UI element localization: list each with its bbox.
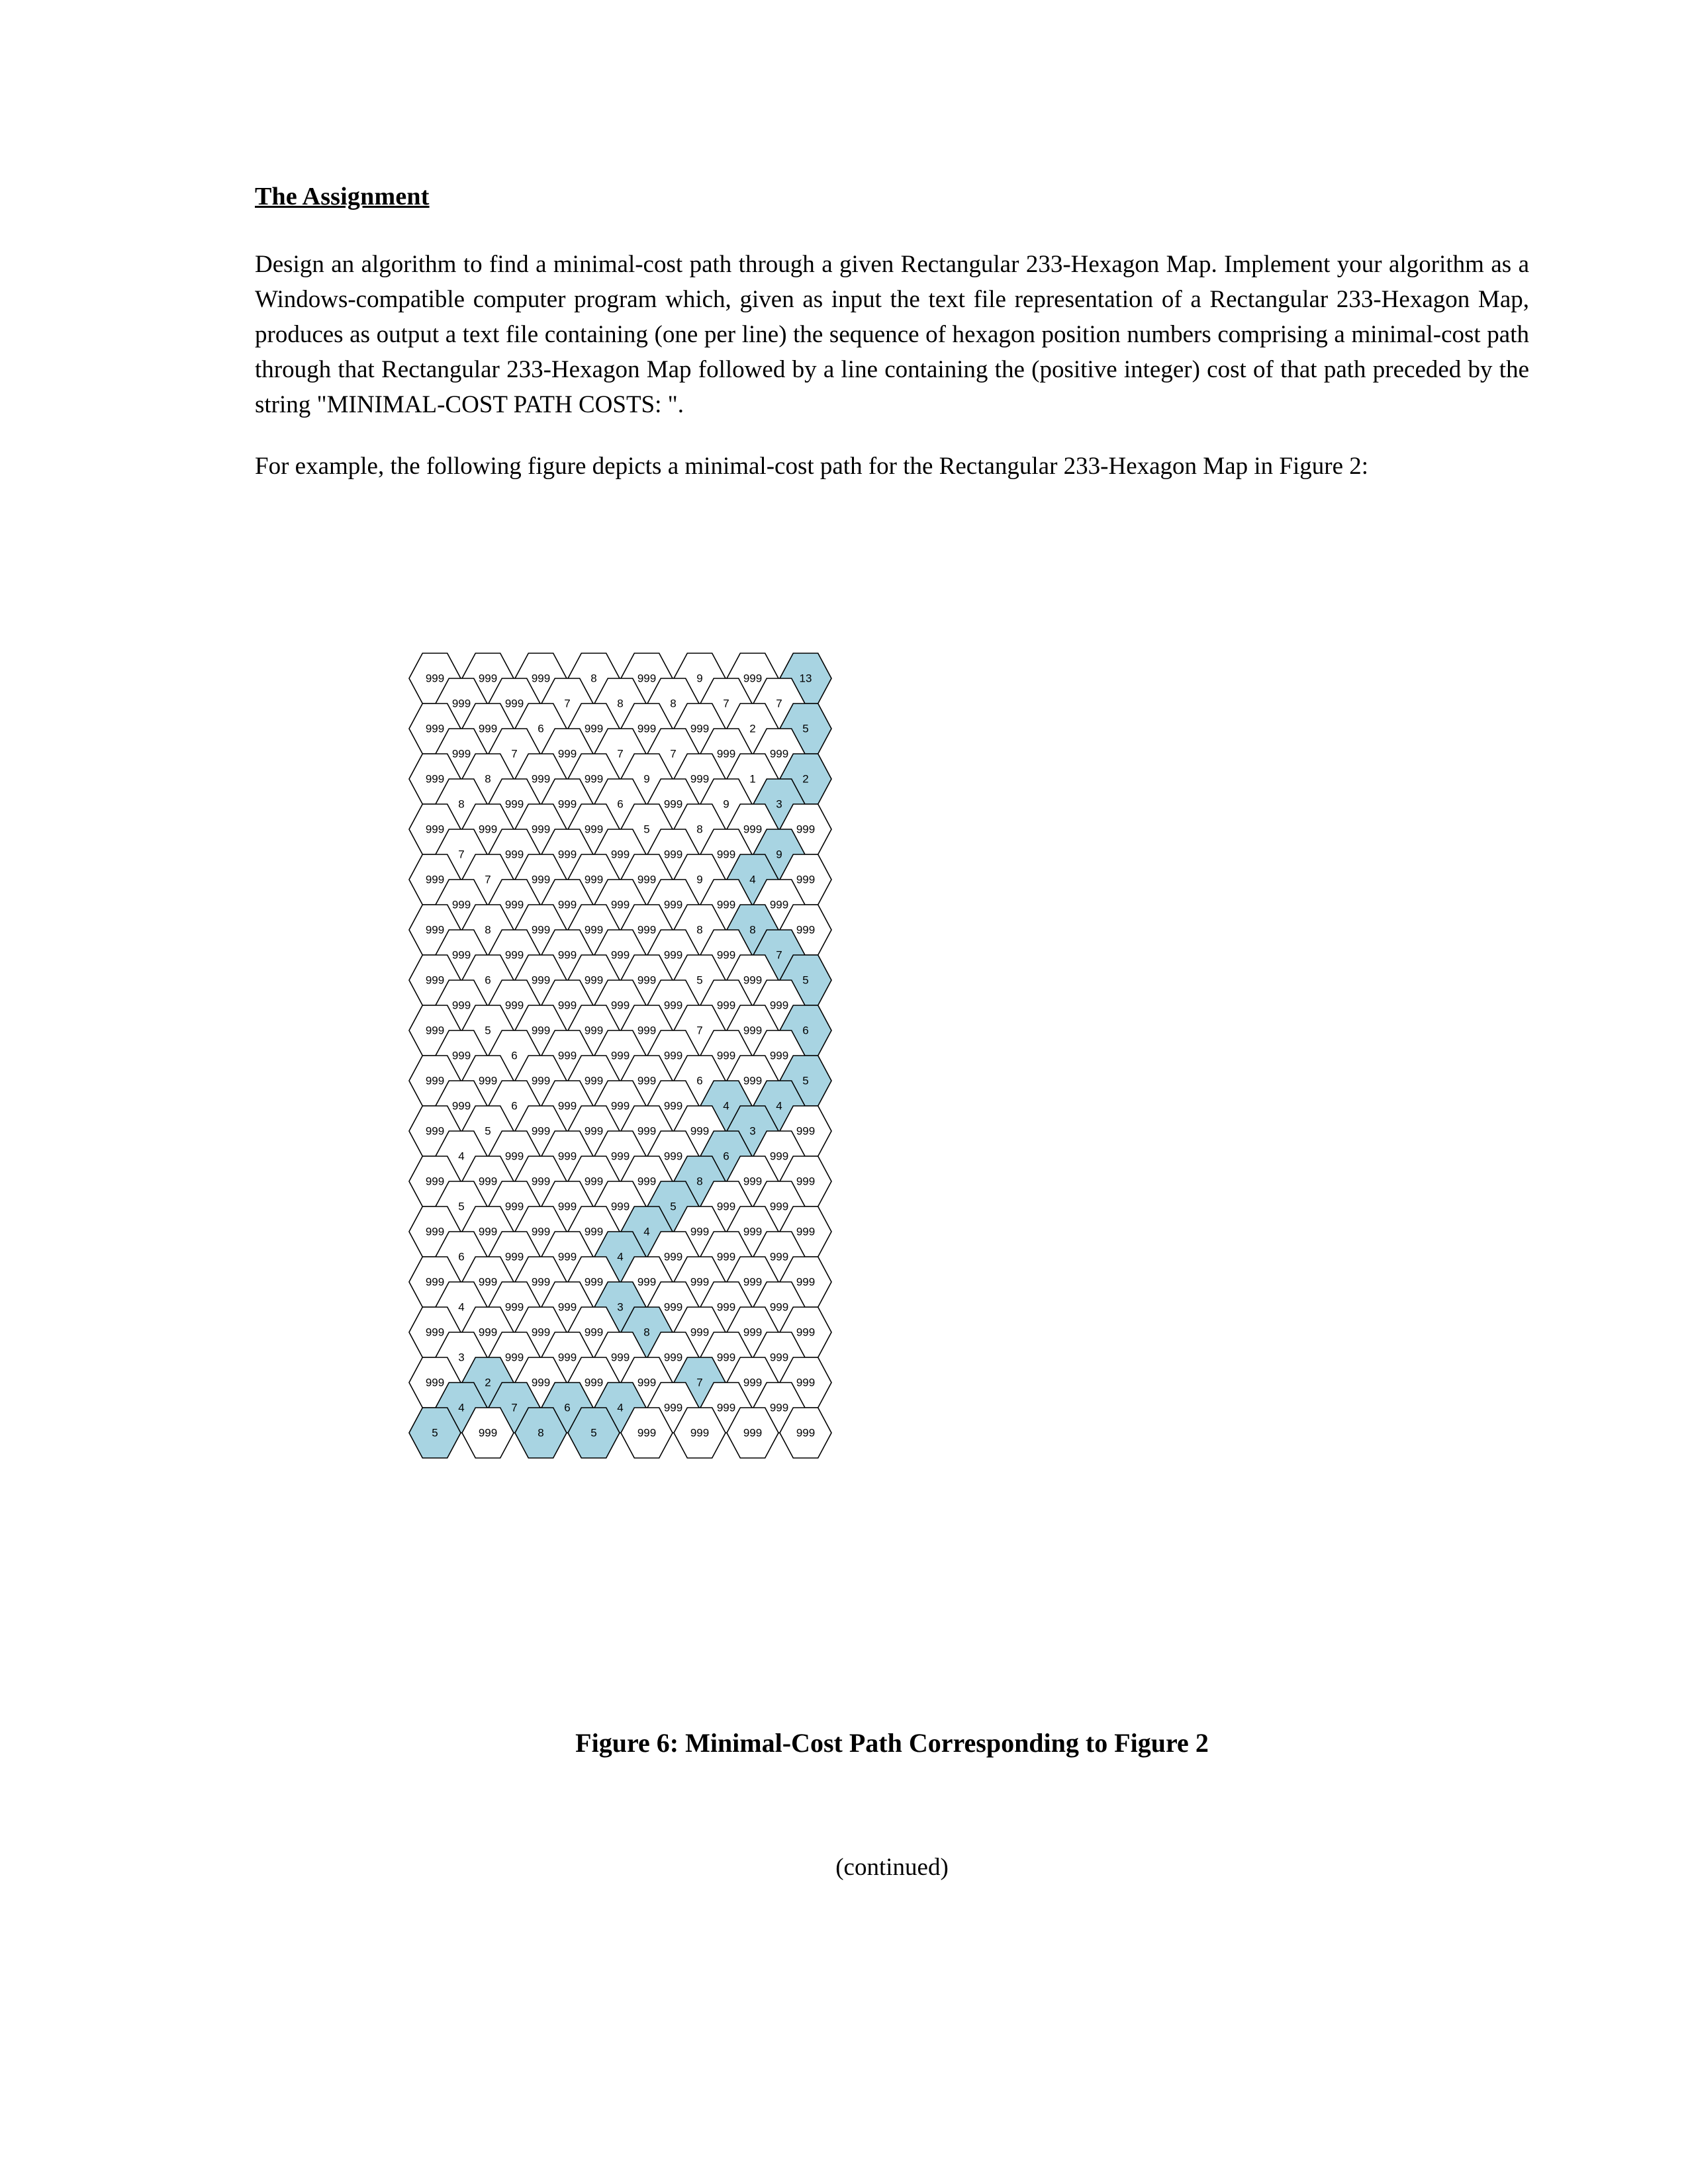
hex-cell-value: 999 [716, 999, 736, 1012]
hex-cell-value: 3 [749, 1124, 756, 1138]
hex-cell-value: 4 [723, 1099, 729, 1113]
hex-cell-value: 999 [690, 1124, 710, 1138]
hex-cell-value: 999 [451, 1099, 471, 1113]
hex-cell-value: 999 [769, 1150, 789, 1163]
hex-cell-value: 999 [531, 1175, 551, 1188]
hex-cell-value: 999 [610, 848, 630, 861]
hex-cell-value: 999 [637, 1024, 657, 1037]
hex-cell-value: 999 [425, 1275, 445, 1289]
hex-cell-value: 999 [531, 923, 551, 936]
hex-cell-value: 999 [769, 1049, 789, 1062]
hex-cell-value: 999 [716, 898, 736, 911]
hex-cell-value: 999 [637, 722, 657, 735]
hex-cell-value: 7 [776, 948, 782, 962]
hex-cell-value: 999 [743, 1024, 763, 1037]
hex-cell-value: 999 [504, 898, 524, 911]
hex-cell-value: 999 [504, 1300, 524, 1314]
hex-cell-value: 999 [478, 823, 498, 836]
hex-cell-value: 6 [696, 1074, 703, 1087]
hex-cell-value: 999 [716, 948, 736, 962]
hex-cell-value: 999 [690, 1426, 710, 1439]
hex-cell-value: 999 [690, 722, 710, 735]
hex-cell-value: 6 [617, 797, 624, 811]
hex-cell-value: 3 [776, 797, 782, 811]
hex-cell-value: 999 [663, 948, 683, 962]
hex-cell-value: 4 [617, 1250, 624, 1263]
hex-cell-value: 999 [663, 797, 683, 811]
hex-cell-value: 5 [802, 1074, 809, 1087]
hex-cell-value: 999 [531, 1275, 551, 1289]
hex-cell-value: 999 [531, 974, 551, 987]
hex-cell-value: 7 [485, 873, 491, 886]
hex-cell-value: 4 [458, 1150, 465, 1163]
assignment-paragraph-2: For example, the following figure depicts a minimal-cost path for the Rectangular 233-Hexagon Map in Figure 2: [255, 453, 1369, 480]
hex-cell-value: 8 [749, 923, 756, 936]
hex-cell-value: 2 [485, 1376, 491, 1389]
hex-cell-value: 999 [769, 1200, 789, 1213]
hex-cell-value: 5 [432, 1426, 438, 1439]
hex-cell-value: 999 [504, 1200, 524, 1213]
hex-cell-value: 999 [425, 1074, 445, 1087]
hex-cell-value: 999 [769, 1300, 789, 1314]
hex-cell-value: 999 [690, 1275, 710, 1289]
hex-cell-value: 999 [584, 1225, 604, 1238]
hex-cell-value: 7 [723, 697, 729, 710]
hex-cell-value: 999 [743, 1225, 763, 1238]
hex-cell-value: 999 [425, 672, 445, 685]
hex-cell-value: 999 [451, 999, 471, 1012]
hex-cell-value: 999 [504, 797, 524, 811]
hex-cell-value: 4 [643, 1225, 650, 1238]
hex-cell-value: 999 [557, 948, 577, 962]
hex-cell-value: 8 [696, 1175, 703, 1188]
hex-cell-value: 999 [584, 1024, 604, 1037]
hex-cell-value: 999 [637, 873, 657, 886]
hex-cell-value: 13 [799, 672, 812, 685]
hex-cell-value: 1 [749, 772, 756, 786]
hex-cell-value: 9 [696, 873, 703, 886]
hex-cell-value: 999 [637, 1275, 657, 1289]
hex-cell-value: 999 [743, 1074, 763, 1087]
hex-cell-value: 4 [458, 1300, 465, 1314]
hex-cell-value: 6 [538, 722, 544, 735]
hex-cell-value: 999 [425, 974, 445, 987]
hex-cell-value: 4 [617, 1401, 624, 1414]
hex-cell-value: 999 [425, 772, 445, 786]
hex-cell-value: 999 [478, 1074, 498, 1087]
hex-cell-value: 999 [425, 1124, 445, 1138]
hex-cell-value: 999 [663, 1300, 683, 1314]
hex-cell-value: 999 [637, 1175, 657, 1188]
hex-cell-value: 999 [584, 873, 604, 886]
hex-cell-value: 999 [743, 672, 763, 685]
hex-cell-value: 999 [425, 923, 445, 936]
hex-cell-value: 999 [451, 898, 471, 911]
hex-cell-value: 999 [584, 1376, 604, 1389]
hex-cell-value: 999 [716, 747, 736, 760]
hex-cell-value: 999 [557, 848, 577, 861]
hex-cell-value: 7 [617, 747, 624, 760]
hex-cell-value: 999 [531, 1376, 551, 1389]
hex-cell-value: 999 [504, 948, 524, 962]
hex-cell-value: 999 [716, 1200, 736, 1213]
hex-cell-value: 999 [769, 747, 789, 760]
hex-cell-value: 999 [637, 1376, 657, 1389]
hex-cell-value: 8 [696, 923, 703, 936]
hex-cell-value: 999 [584, 974, 604, 987]
hex-cell-value: 999 [557, 1150, 577, 1163]
hex-cell-value: 7 [696, 1024, 703, 1037]
hex-cell-value: 8 [696, 823, 703, 836]
hex-cell-value: 5 [458, 1200, 465, 1213]
hex-cell-value: 999 [610, 1049, 630, 1062]
hex-cell-value: 999 [690, 1225, 710, 1238]
hex-cell-value: 7 [564, 697, 571, 710]
hex-cell-value: 999 [769, 999, 789, 1012]
hex-cell-value: 999 [663, 1401, 683, 1414]
hex-cell-value: 8 [538, 1426, 544, 1439]
hexagon-map-figure [397, 645, 1278, 1691]
hex-cell-value: 999 [637, 1124, 657, 1138]
hex-cell-value: 999 [504, 1250, 524, 1263]
hex-cell-value: 999 [584, 1275, 604, 1289]
hex-cell-value: 999 [637, 1074, 657, 1087]
hex-cell-value: 6 [802, 1024, 809, 1037]
hex-cell-value: 999 [504, 1150, 524, 1163]
hex-cell-value: 999 [716, 1049, 736, 1062]
hex-cell-value: 999 [663, 1250, 683, 1263]
hex-cell-value: 999 [796, 823, 816, 836]
hex-cell-value: 7 [511, 1401, 518, 1414]
hex-cell-value: 999 [478, 1175, 498, 1188]
hex-cell-value: 999 [610, 898, 630, 911]
hex-cell-value: 7 [776, 697, 782, 710]
hex-cell-value: 4 [776, 1099, 782, 1113]
hex-cell-value: 999 [478, 1225, 498, 1238]
hex-cell-value: 999 [610, 1200, 630, 1213]
hex-cell-value: 999 [796, 1275, 816, 1289]
hex-cell-value: 999 [769, 898, 789, 911]
hex-cell-value: 999 [425, 823, 445, 836]
assignment-paragraph-1: Design an algorithm to find a minimal-cost path through a given Rectangular 233-Hexagon Map. Implement your algorithm as a Windows-compatible computer program which, given as input the text file representation of a Rectangular 233-Hexagon Map, produces as output a text file containing (one per line) the sequence of hexagon position numbers comprising a minimal-cost path through that Rectangular 233-Hexagon Map followed by a line containing the (positive integer) cost of that path preceded by the string "MINIMAL-COST PATH COSTS: ". [255, 251, 1529, 418]
hex-cell-value: 999 [531, 1124, 551, 1138]
hex-cell-value: 6 [511, 1049, 518, 1062]
hex-cell-value: 999 [637, 1426, 657, 1439]
hex-cell-value: 999 [663, 1099, 683, 1113]
hex-cell-value: 9 [643, 772, 650, 786]
hex-cell-value: 999 [743, 1326, 763, 1339]
figure-caption: Figure 6: Minimal-Cost Path Corresponding to Figure 2 [575, 1728, 1209, 1758]
hex-cell-value: 8 [458, 797, 465, 811]
hex-cell-value: 999 [531, 823, 551, 836]
hex-cell-value: 999 [690, 1326, 710, 1339]
hex-cell-value: 999 [478, 722, 498, 735]
hex-cell-value: 999 [557, 797, 577, 811]
continued-label: (continued) [835, 1854, 949, 1881]
hex-cell-value: 999 [531, 873, 551, 886]
hex-cell-value: 2 [802, 772, 809, 786]
hex-cell-value: 999 [557, 1099, 577, 1113]
hex-cell-value: 999 [504, 697, 524, 710]
hex-cell-value: 7 [511, 747, 518, 760]
hex-cell-value: 999 [425, 1175, 445, 1188]
hex-cell-value: 8 [485, 923, 491, 936]
hex-cell-value: 999 [504, 848, 524, 861]
hex-cell-value: 999 [610, 1351, 630, 1364]
hex-cell-value: 999 [531, 1326, 551, 1339]
hex-cell-value: 999 [796, 1124, 816, 1138]
hex-cell-value: 999 [743, 1376, 763, 1389]
hex-cell-value: 9 [696, 672, 703, 685]
hex-cell-value: 999 [796, 1175, 816, 1188]
hex-cell-value: 999 [531, 672, 551, 685]
hex-cell-value: 999 [425, 722, 445, 735]
hex-cell-value: 999 [716, 1401, 736, 1414]
hexagon-grid [397, 645, 1278, 1691]
hex-cell-value: 999 [796, 1225, 816, 1238]
hex-cell-value: 999 [584, 1074, 604, 1087]
hex-cell-value: 999 [557, 999, 577, 1012]
hex-cell-value: 999 [769, 1250, 789, 1263]
hex-cell-value: 6 [564, 1401, 571, 1414]
hex-cell-value: 999 [743, 1175, 763, 1188]
hex-cell-value: 999 [716, 1300, 736, 1314]
hex-cell-value: 999 [637, 923, 657, 936]
hex-cell-value: 8 [670, 697, 677, 710]
hex-cell-value: 4 [458, 1401, 465, 1414]
hex-cell-value: 999 [716, 848, 736, 861]
hex-cell-value: 999 [557, 898, 577, 911]
hex-cell-value: 9 [723, 797, 729, 811]
hex-cell-value: 999 [796, 1326, 816, 1339]
hex-cell-value: 999 [504, 999, 524, 1012]
hex-cell-value: 999 [743, 974, 763, 987]
hex-cell-value: 999 [425, 1225, 445, 1238]
hex-cell-value: 6 [723, 1150, 729, 1163]
hex-cell-value: 6 [511, 1099, 518, 1113]
hex-cell-value: 999 [557, 1250, 577, 1263]
hex-cell-value: 999 [584, 923, 604, 936]
hex-cell-value: 999 [531, 1074, 551, 1087]
hex-cell-value: 3 [617, 1300, 624, 1314]
hex-cell-value: 999 [478, 1275, 498, 1289]
hex-cell-value: 999 [557, 1300, 577, 1314]
hex-cell-value: 999 [796, 1376, 816, 1389]
hex-cell-value: 999 [743, 1426, 763, 1439]
hex-cell-value: 999 [584, 1124, 604, 1138]
hex-cell-value: 3 [458, 1351, 465, 1364]
hex-cell-value: 999 [584, 722, 604, 735]
hex-cell-value: 999 [637, 672, 657, 685]
hex-cell-value: 5 [643, 823, 650, 836]
hex-cell-value: 999 [663, 898, 683, 911]
hex-cell-value: 999 [796, 873, 816, 886]
hex-cell-value: 999 [663, 999, 683, 1012]
hex-cell-value: 999 [743, 823, 763, 836]
hex-cell-value: 999 [663, 1150, 683, 1163]
hex-cell-value: 6 [485, 974, 491, 987]
hex-cell-value: 5 [670, 1200, 677, 1213]
hex-cell-value: 999 [690, 772, 710, 786]
hex-cell-value: 999 [716, 1250, 736, 1263]
hex-cell-value: 2 [749, 722, 756, 735]
hex-cell-value: 999 [663, 1049, 683, 1062]
hex-cell-value: 999 [557, 1351, 577, 1364]
hex-cell-value: 999 [584, 772, 604, 786]
hex-cell-value: 999 [425, 873, 445, 886]
hex-cell-value: 999 [478, 1426, 498, 1439]
hex-cell-value: 999 [531, 772, 551, 786]
hex-cell-value: 999 [557, 747, 577, 760]
hex-cell-value: 999 [769, 1401, 789, 1414]
hex-cell-value: 8 [617, 697, 624, 710]
page-title: The Assignment [255, 183, 430, 210]
hex-cell-value: 999 [663, 848, 683, 861]
hex-cell-value: 999 [531, 1225, 551, 1238]
hex-cell-value: 999 [504, 1351, 524, 1364]
document-content [255, 182, 1529, 484]
hex-cell-value: 999 [451, 948, 471, 962]
hex-cell-value: 7 [670, 747, 677, 760]
hex-cell-value: 8 [485, 772, 491, 786]
hex-cell-value: 999 [769, 1351, 789, 1364]
hex-cell-value: 999 [451, 697, 471, 710]
hex-cell-value: 5 [696, 974, 703, 987]
hex-cell-value: 4 [749, 873, 756, 886]
hex-cell-value: 999 [796, 1426, 816, 1439]
hex-cell-value: 999 [610, 1099, 630, 1113]
hex-cell-value: 999 [451, 747, 471, 760]
hex-cell-value: 5 [485, 1124, 491, 1138]
hex-cell-value: 999 [478, 672, 498, 685]
hex-cell-value: 999 [637, 974, 657, 987]
hex-cell-value: 999 [743, 1275, 763, 1289]
hex-cell-value: 999 [610, 1150, 630, 1163]
hex-cell-value: 9 [776, 848, 782, 861]
hex-cell-value: 8 [590, 672, 597, 685]
hex-cell-value: 999 [716, 1351, 736, 1364]
hex-cell-value: 999 [584, 1326, 604, 1339]
hex-cell-value: 999 [531, 1024, 551, 1037]
hex-cell-value: 999 [663, 1351, 683, 1364]
hex-cell-value: 999 [425, 1326, 445, 1339]
hex-cell-value: 999 [584, 1175, 604, 1188]
hex-cell-value: 8 [643, 1326, 650, 1339]
hex-cell-value: 5 [802, 722, 809, 735]
hex-cell-value: 999 [610, 999, 630, 1012]
hex-cell-value: 5 [485, 1024, 491, 1037]
hex-cell-value: 999 [478, 1326, 498, 1339]
hex-cell-value: 999 [610, 948, 630, 962]
hex-cell-value: 999 [557, 1200, 577, 1213]
hex-cell-value: 999 [425, 1376, 445, 1389]
hex-cell-value: 7 [458, 848, 465, 861]
hex-cell-value: 999 [796, 923, 816, 936]
hex-cell-value: 999 [557, 1049, 577, 1062]
hex-cell-value: 7 [696, 1376, 703, 1389]
hex-cell-value: 999 [584, 823, 604, 836]
hex-cell-value: 5 [802, 974, 809, 987]
hex-cell-value: 6 [458, 1250, 465, 1263]
hex-cell-value: 999 [451, 1049, 471, 1062]
hex-cell-value: 999 [425, 1024, 445, 1037]
hex-cell-value: 5 [590, 1426, 597, 1439]
